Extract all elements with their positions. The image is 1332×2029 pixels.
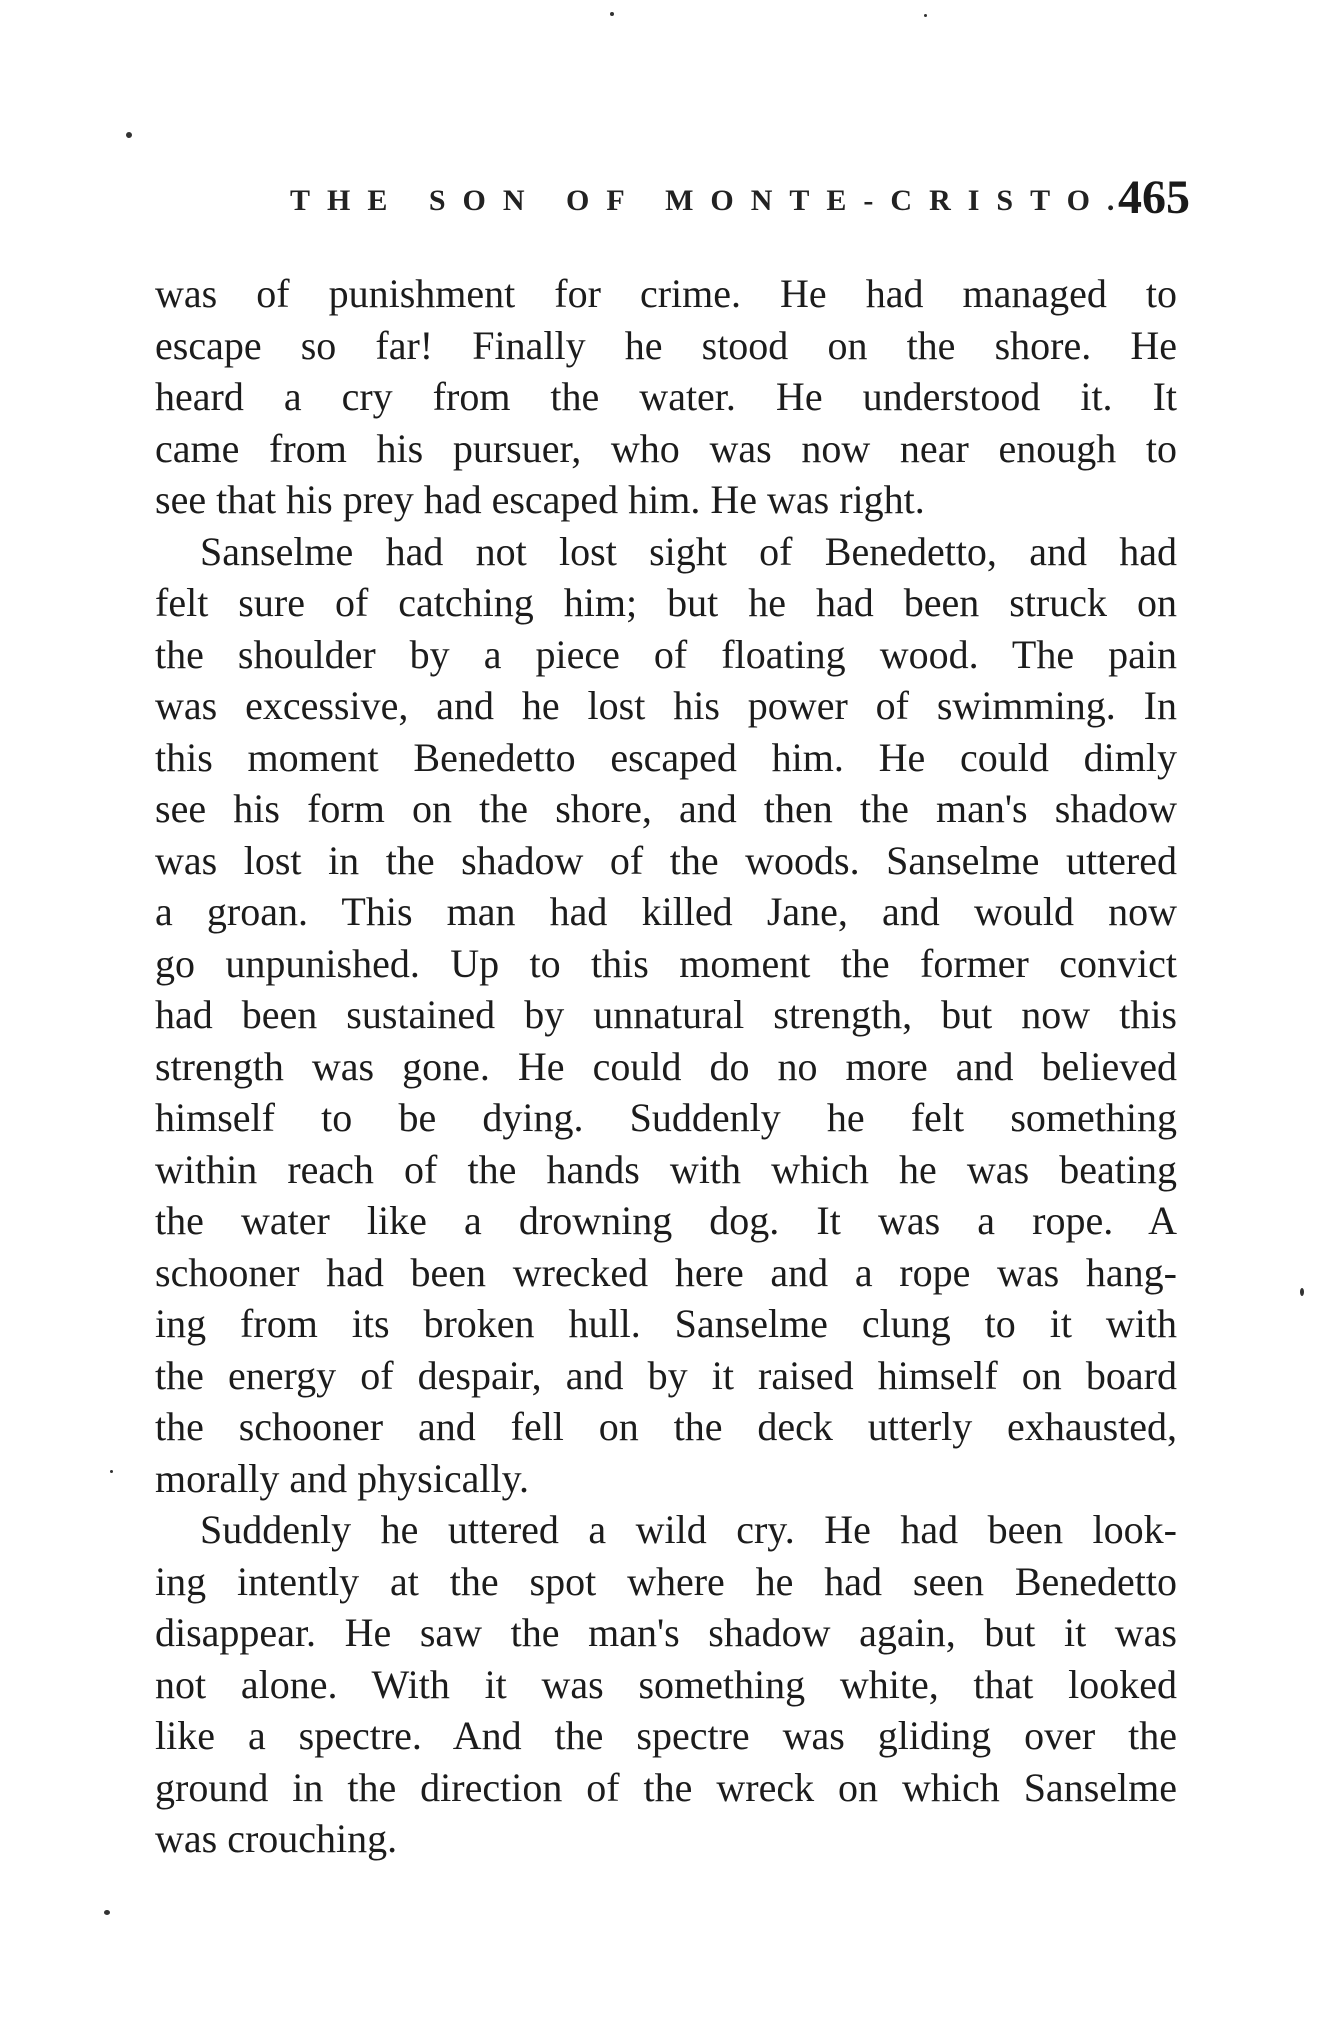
text-line: came from his pursuer, who was now near enough to bbox=[155, 425, 1177, 471]
text-line: ing intently at the spot where he had seen Benedetto bbox=[155, 1558, 1177, 1604]
text-line: strength was gone. He could do no more and believed bbox=[155, 1043, 1177, 1089]
body-text bbox=[155, 268, 1177, 1865]
page-number: 465 bbox=[1118, 171, 1190, 224]
text-line: himself to be dying. Suddenly he felt something bbox=[155, 1095, 1177, 1140]
scan-speck bbox=[610, 12, 614, 16]
text-line: was crouching. bbox=[155, 1816, 398, 1861]
text-line: the schooner and fell on the deck utterly exhausted, bbox=[155, 1404, 1177, 1449]
text-line: a groan. This man had killed Jane, and would now bbox=[155, 889, 1177, 934]
page-header bbox=[150, 170, 1190, 240]
paragraph-1 bbox=[155, 268, 1177, 526]
scan-speck bbox=[924, 14, 927, 17]
text-line: ing from its broken hull. Sanselme clung to it with bbox=[155, 1301, 1177, 1346]
text-line: within reach of the hands with which he was beating bbox=[155, 1146, 1177, 1192]
scan-speck bbox=[126, 132, 132, 138]
text-line: Sanselme had not lost sight of Benedetto, and had bbox=[200, 528, 1177, 574]
text-line: go unpunished. Up to this moment the former convict bbox=[155, 940, 1177, 986]
text-line: schooner had been wrecked here and a rope was hang- bbox=[155, 1249, 1177, 1295]
scan-speck bbox=[1300, 1288, 1304, 1296]
text-line: ground in the direction of the wreck on which Sanselme bbox=[155, 1764, 1177, 1810]
text-line: the water like a drowning dog. It was a rope. A bbox=[155, 1198, 1177, 1243]
text-line: escape so far! Finally he stood on the shore. He bbox=[155, 322, 1177, 368]
text-line: was excessive, and he lost his power of swimming. In bbox=[155, 683, 1177, 728]
text-line: had been sustained by unnatural strength, but now this bbox=[155, 992, 1177, 1037]
text-line: like a spectre. And the spectre was gliding over the bbox=[155, 1713, 1177, 1758]
text-line: heard a cry from the water. He understood it. It bbox=[155, 374, 1177, 419]
text-line: morally and physically. bbox=[155, 1455, 529, 1501]
text-line: Suddenly he uttered a wild cry. He had been look- bbox=[200, 1507, 1177, 1552]
text-line: was lost in the shadow of the woods. Sanselme uttered bbox=[155, 837, 1177, 883]
paragraph-2 bbox=[155, 526, 1177, 1505]
text-line: the energy of despair, and by it raised himself on board bbox=[155, 1352, 1177, 1398]
text-line: felt sure of catching him; but he had been struck on bbox=[155, 580, 1177, 625]
scan-speck bbox=[110, 1470, 113, 1473]
scan-speck bbox=[104, 1910, 110, 1915]
text-line: see that his prey had escaped him. He was right. bbox=[155, 477, 925, 522]
text-line: not alone. With it was something white, that looked bbox=[155, 1661, 1177, 1707]
paragraph-3 bbox=[155, 1504, 1177, 1865]
text-line: was of punishment for crime. He had managed to bbox=[155, 271, 1177, 316]
text-line: the shoulder by a piece of floating wood. The pain bbox=[155, 631, 1177, 677]
running-title: THE SON OF MONTE-CRISTO. bbox=[290, 184, 1132, 217]
text-line: see his form on the shore, and then the man's shadow bbox=[155, 786, 1177, 831]
text-line: disappear. He saw the man's shadow again, but it was bbox=[155, 1610, 1177, 1655]
text-line: this moment Benedetto escaped him. He could dimly bbox=[155, 734, 1177, 780]
